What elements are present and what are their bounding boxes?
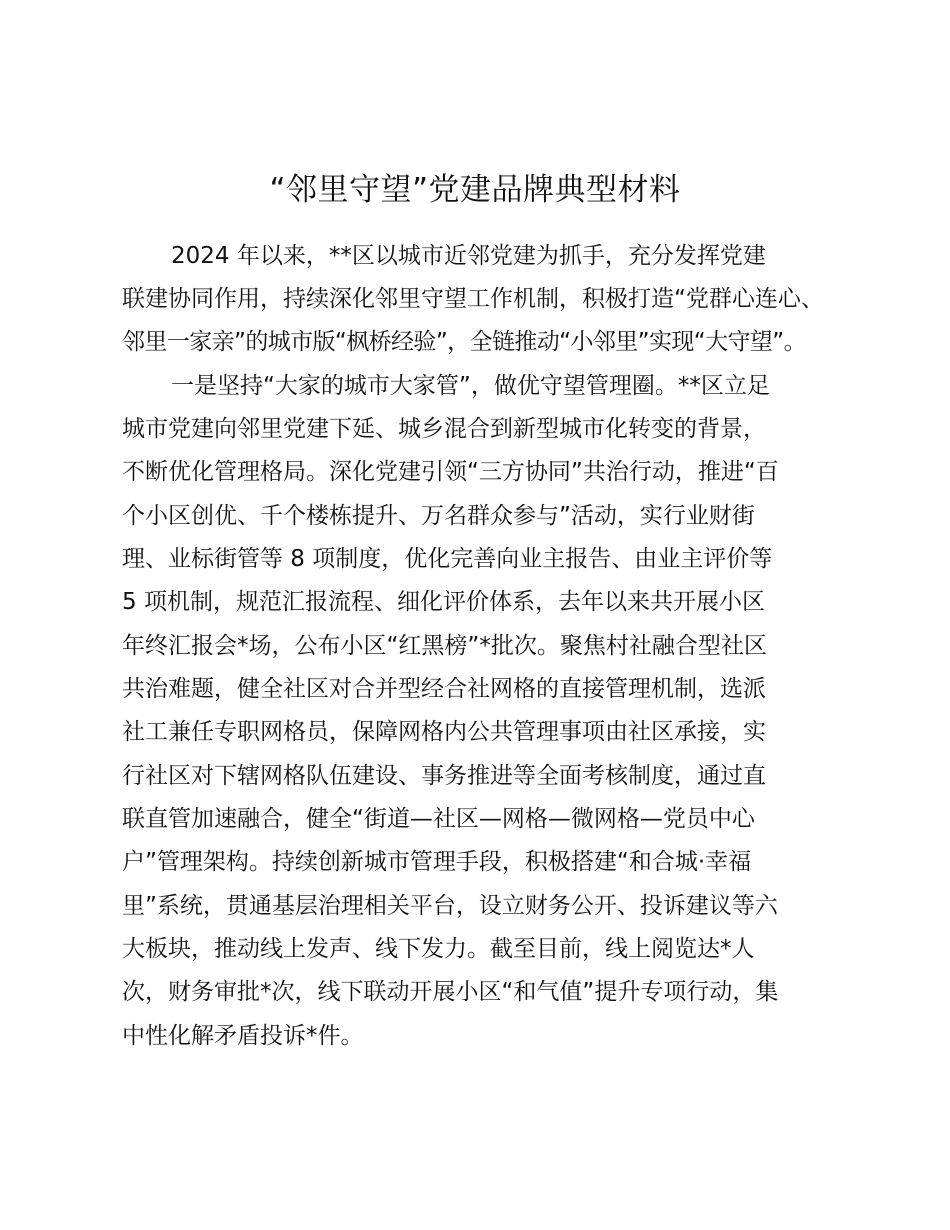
paragraph-line: 中性化解矛盾投诉*件。 — [122, 1023, 364, 1049]
paragraph-line: 里”系统，贯通基层治理相关平台，设立财务公开、投诉建议等六 — [122, 893, 778, 919]
paragraph-line: 共治难题，健全社区对合并型经合社网格的直接管理机制，选派 — [122, 676, 766, 702]
paragraph-line: 年终汇报会*场，公布小区“红黑榜”*批次。聚焦村社融合型社区 — [122, 633, 767, 659]
paragraph-line: 5 项机制，规范汇报流程、细化评价体系，去年以来共开展小区 — [122, 589, 765, 615]
paragraph-line: 户”管理架构。持续创新城市管理手段，积极搭建“和合城·幸福 — [122, 849, 752, 875]
paragraph-line: 2024 年以来，**区以城市近邻党建为抓手，充分发挥党建 — [171, 243, 766, 269]
paragraph-line: 联建协同作用，持续深化邻里守望工作机制，积极打造“党群心连心、 — [122, 286, 824, 312]
paragraph-line: 邻里一家亲”的城市版“枫桥经验”，全链推动“小邻里”实现“大守望”。 — [122, 329, 807, 355]
paragraph-line: 联直管加速融合，健全“街道—社区—网格—微网格—党员中心 — [122, 806, 755, 832]
paragraph-line: 社工兼任专职网格员，保障网格内公共管理事项由社区承接，实 — [122, 719, 766, 745]
paragraph-line: 行社区对下辖网格队伍建设、事务推进等全面考核制度，通过直 — [122, 763, 766, 789]
paragraph-line: 次，财务审批*次，线下联动开展小区“和气值”提升专项行动，集 — [122, 979, 779, 1005]
paragraph-line: 不断优化管理格局。深化党建引领“三方协同”共治行动，推进“百 — [122, 459, 779, 485]
paragraph-line: 理、业标街管等 8 项制度，优化完善向业主报告、由业主评价等 — [122, 546, 773, 572]
paragraph-line: 一是坚持“大家的城市大家管”，做优守望管理圈。**区立足 — [171, 373, 770, 399]
paragraph-line: 城市党建向邻里党建下延、城乡混合到新型城市化转变的背景， — [122, 416, 766, 442]
paragraph-line: 个小区创优、千个楼栋提升、万名群众参与”活动，实行业财街 — [122, 503, 755, 529]
paragraph-line: 大板块，推动线上发声、线下发力。截至目前，线上阅览达*人 — [122, 936, 755, 962]
document-title: “邻里守望”党建品牌典型材料 — [269, 172, 681, 208]
